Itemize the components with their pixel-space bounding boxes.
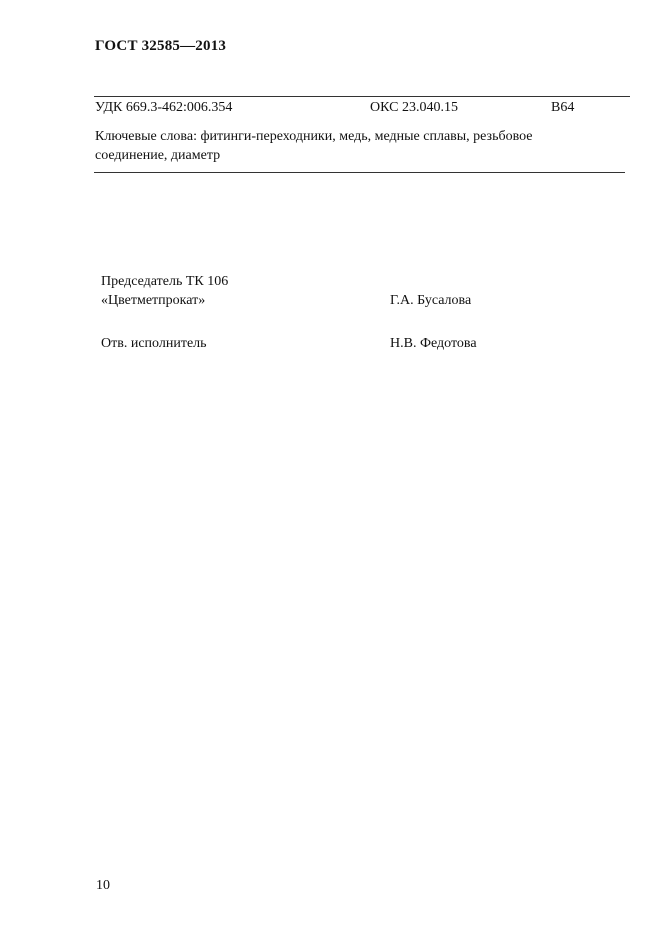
oks-code: ОКС 23.040.15: [370, 100, 458, 115]
chairman-role-line-1: Председатель ТК 106: [101, 274, 229, 289]
chairman-name: Г.А. Бусалова: [390, 293, 472, 308]
group-code: В64: [551, 100, 575, 115]
keywords-block: [95, 127, 615, 165]
keywords-line-2: соединение, диаметр: [95, 148, 221, 163]
executor-role: Отв. исполнитель: [101, 336, 207, 351]
executor-name: Н.В. Федотова: [390, 336, 477, 351]
document-title: ГОСТ 32585—2013: [95, 38, 227, 54]
bottom-divider: [94, 172, 625, 173]
udk-code: УДК 669.3-462:006.354: [95, 100, 233, 115]
page-number: 10: [96, 878, 110, 893]
top-divider: [94, 96, 630, 97]
chairman-role-line-2: «Цветметпрокат»: [101, 293, 206, 308]
keywords-line-1: Ключевые слова: фитинги-переходники, медь, медные сплавы, резьбовое: [95, 129, 533, 144]
signatory-role-chairman: [101, 272, 228, 310]
